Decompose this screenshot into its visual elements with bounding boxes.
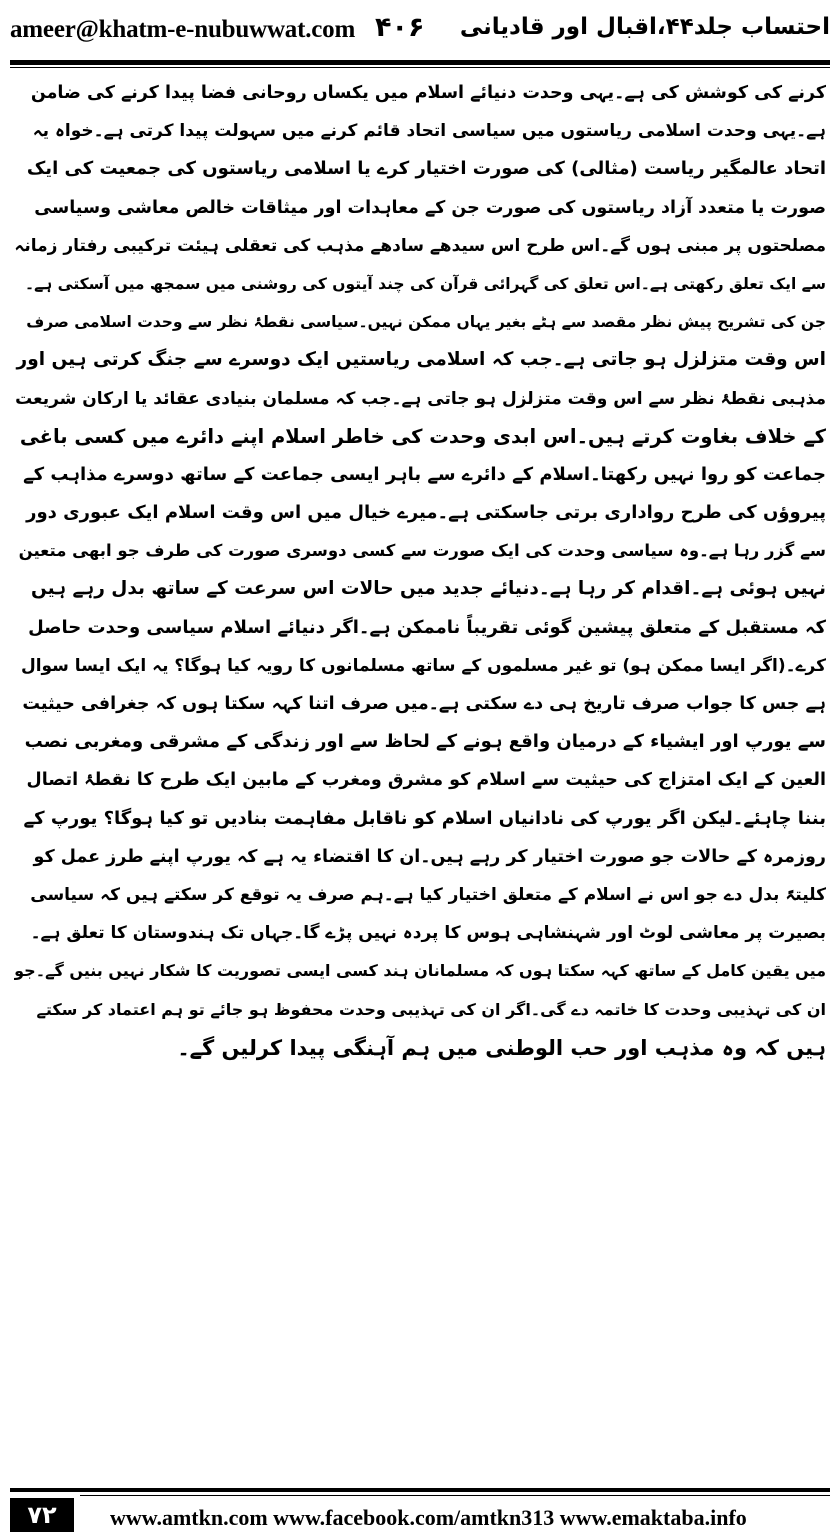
text-line: صورت یا متعدد آزاد ریاستوں کی صورت جن کے معاہدات اور میثاقات خالص معاشی وسیاسی [34,197,826,218]
text-line: جن کی تشریح پیش نظر مقصد سے ہٹے بغیر یہاں ممکن نہیں۔سیاسی نقطۂ نظر سے وحدت اسلامی صرف [26,313,826,332]
page-number: ۴۰۶ [375,12,425,43]
text-line: مذہبی نقطۂ نظر سے اس وقت متزلزل ہو جاتی ہے۔جب کہ مسلمان بنیادی عقائد یا ارکان شریعت [15,388,826,409]
text-line: اس وقت متزلزل ہو جاتی ہے۔جب کہ اسلامی ریاستیں ایک دوسرے سے جنگ کرتی ہیں اور [16,349,826,371]
text-line: نہیں ہوئی ہے۔اقدام کر رہا ہے۔دنیائے جدید میں حالات اس سرعت کے ساتھ بدل رہے ہیں [31,578,826,600]
text-line: بصیرت پر معاشی لوٹ اور شہنشاہی ہوس کا پردہ نہیں پڑے گا۔جہاں تک ہندوستان کا تعلق ہے۔ [30,923,826,944]
text-line: کہ مستقبل کے متعلق پیشین گوئی تقریباً ناممکن ہے۔اگر دنیائے اسلام سیاسی وحدت حاصل [28,616,826,638]
text-line: بننا چاہئے۔لیکن اگر یورپ کی نادانیاں اسلام کو ناقابل مفاہمت بنادیں تو کیا ہوگا؟ یورپ کے [23,807,826,829]
text-line: اتحاد عالمگیر ریاست (مثالی) کی صورت اختیار کرے یا اسلامی ریاستوں کی جمعیت کی ایک [26,158,826,180]
text-line: روزمرہ کے حالات جو صورت اختیار کر رہے ہیں۔ان کا اقتضاء یہ ہے کہ یورپ اپنے طرز عمل کو [33,846,826,867]
text-line: کے خلاف بغاوت کرتے ہیں۔اس ابدی وحدت کی خاطر اسلام اپنے دائرے میں کسی باغی [19,424,826,448]
text-line: سے گزر رہا ہے۔وہ سیاسی وحدت کی ایک صورت سے کسی دوسری صورت کی طرف جو ابھی متعین [18,541,826,561]
text-line: کلیتہً بدل دے جو اس نے اسلام کے متعلق اختیار کیا ہے۔ہم صرف یہ توقع کر سکتے ہیں کہ سیاسی [30,884,826,905]
header-rule-thin [10,67,830,68]
header-rule [10,60,830,65]
footer-links: www.amtkn.com www.facebook.com/amtkn313 www.emaktaba.info [110,1505,747,1530]
text-line: سے یورپ اور ایشیاء کے درمیان واقع ہونے کے لحاظ سے اور زندگی کے مشرقی ومغربی نصب [24,731,826,753]
text-line: میں یقین کامل کے ساتھ کہہ سکتا ہوں کہ مسلمانان ہند کسی ایسی تصوریت کا شکار نہیں بنیں گے۔جو [14,961,826,981]
text-line: کرنے کی کوشش کی ہے۔یہی وحدت دنیائے اسلام میں یکساں روحانی فضا پیدا کرنے کی ضامن [30,83,826,103]
page-header [10,12,830,52]
text-line: ہے۔یہی وحدت اسلامی ریاستوں میں سیاسی اتحاد قائم کرنے میں سہولت پیدا کرتی ہے۔خواہ یہ [32,121,826,142]
text-line: کرے۔(اگر ایسا ممکن ہو) تو غیر مسلموں کے ساتھ مسلمانوں کا رویہ کیا ہوگا؟ یہ ایک ایسا سوال [20,655,826,676]
text-line: پیروؤں کی طرح رواداری برتی جاسکتی ہے۔میرے خیال میں اس وقت اسلام ایک عبوری دور [26,502,826,524]
text-line: جماعت کو روا نہیں رکھتا۔اسلام کے دائرے سے باہر ایسی جماعت کے ساتھ دوسرے مذاہب کے [23,463,826,485]
text-line: ہے جس کا جواب صرف تاریخ ہی دے سکتی ہے۔میں صرف اتنا کہہ سکتا ہوں کہ جغرافی حیثیت [22,694,826,714]
running-title: احتساب جلد۴۴،اقبال اور قادیانی [459,14,830,40]
text-line: ان کی تہذیبی وحدت کا خاتمہ دے گی۔اگر ان کی تہذیبی وحدت محفوظ ہو جائے تو ہم اعتماد کر سکتے [36,999,826,1019]
body-text [14,74,826,1479]
section-number-badge: ۷۲ [10,1498,74,1532]
text-line: مصلحتوں پر مبنی ہوں گے۔اس طرح اس سیدھے سادھے مذہب کی تعقلی ہیئت ترکیبی رفتار زمانہ [14,235,826,256]
text-line: سے ایک تعلق رکھتی ہے۔اس تعلق کی گہرائی قرآن کی چند آیتوں کی روشنی میں سمجھ میں آسکتی ہے۔ [25,274,826,293]
text-line: العین کے ایک امتزاج کی حیثیت سے اسلام کو مشرق ومغرب کے مابین ایک طرح کا نقطۂ اتصال [26,770,826,791]
footer-rule [10,1488,830,1492]
text-line: ہیں کہ وہ مذہب اور حب الوطنی میں ہم آہنگی پیدا کرلیں گے۔ [177,1035,826,1060]
footer-rule-thin [80,1495,830,1496]
email-address: ameer@khatm-e-nubuwwat.com [10,16,356,43]
